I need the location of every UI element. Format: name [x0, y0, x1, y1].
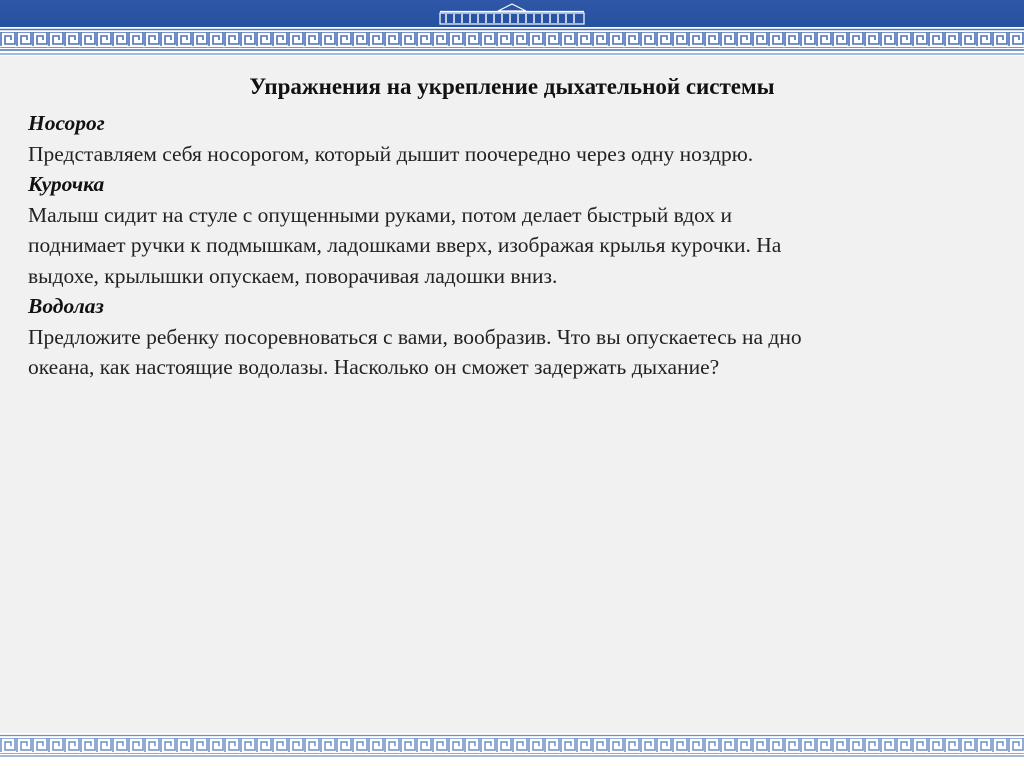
slide-title: Упражнения на укрепление дыхательной системы	[249, 74, 775, 99]
exercise-list	[28, 108, 988, 383]
exercise-title: Носорог	[28, 111, 105, 135]
exercise-description-line: Малыш сидит на стуле с опущенными руками, потом делает быстрый вдох и	[28, 202, 732, 227]
greek-key-border-top	[0, 27, 1024, 56]
exercise-kurochka	[28, 169, 988, 291]
header-band	[0, 0, 1024, 27]
greek-key-border-bottom	[0, 733, 1024, 767]
exercise-description-line: выдохе, крылышки опускаем, поворачивая ладошки вниз.	[28, 263, 558, 288]
exercise-description-line: океана, как настоящие водолазы. Насколько он сможет задержать дыхание?	[28, 355, 720, 379]
exercise-title: Водолаз	[28, 294, 104, 318]
exercise-vodolaz	[28, 291, 988, 383]
exercise-nosorog	[28, 108, 988, 169]
building-facade-icon	[436, 2, 588, 26]
exercise-title: Курочка	[28, 172, 105, 196]
exercise-description-line: поднимает ручки к подмышкам, ладошками вверх, изображая крылья курочки. На	[28, 233, 782, 257]
exercise-description-line: Представляем себя носорогом, который дышит поочередно через одну ноздрю.	[28, 141, 754, 166]
exercise-description-line: Предложите ребенку посоревноваться с вами, вообразив. Что вы опускаетесь на дно	[28, 324, 802, 349]
